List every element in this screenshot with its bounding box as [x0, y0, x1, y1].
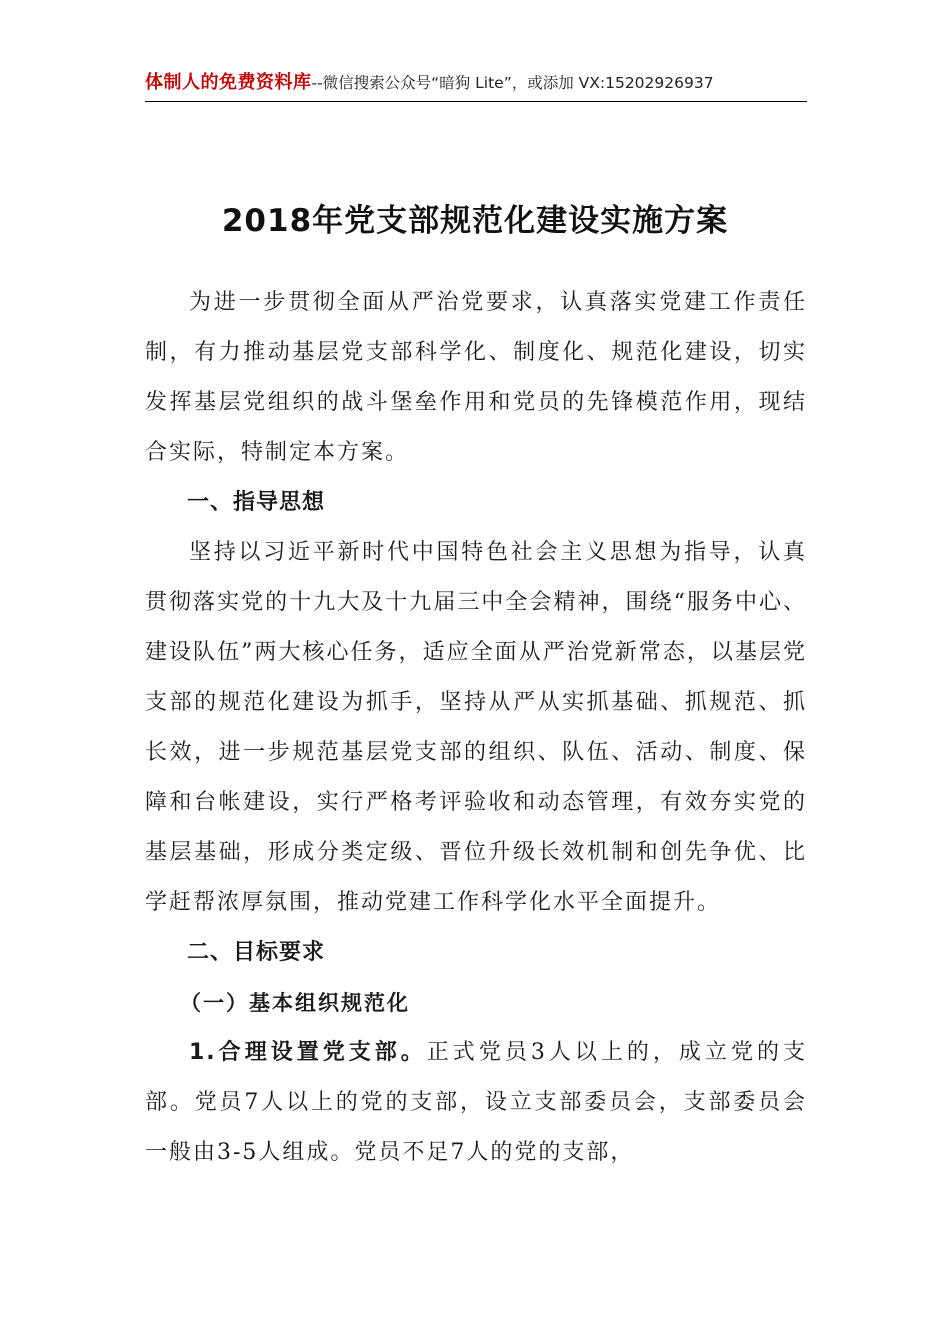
item-body-text: 正式党员3人以上的，成立党的支部。党员7人以上的党的支部，设立支部委员会，支部委员会一般由3-5人组成。党员不足7人的党的支部， [145, 1040, 807, 1165]
section-paragraph-guiding-thought: 坚持以习近平新时代中国特色社会主义思想为指导，认真贯彻落实党的十九大及十九届三中全会精神，围绕“服务中心、建设队伍”两大核心任务，适应全面从严治党新常态，以基层党支部的规范化建设为抓手，坚持从严从实抓基础、抓规范、抓长效，进一步规范基层党支部的组织、队伍、活动、制度、保障和台帐建设，实行严格考评验收和动态管理，有效夯实党的基层基础，形成分类定级、晋位升级长效机制和创先争优、比学赶帮浓厚氛围，推动党建工作科学化水平全面提升。 [145, 540, 807, 915]
section-heading-goals: 二、目标要求 [187, 940, 326, 965]
header-subtitle: --微信搜索公众号“暗狗 Lite”，或添加 VX:15202926937 [311, 74, 714, 92]
item-paragraph-branch-setup [145, 1028, 807, 1178]
header-banner [145, 70, 805, 96]
section-heading-guiding-thought: 一、指导思想 [187, 490, 326, 515]
header-brand: 体制人的免费资料库 [145, 72, 312, 93]
intro-paragraph: 为进一步贯彻全面从严治党要求，认真落实党建工作责任制，有力推动基层党支部科学化、制度化、规范化建设，切实发挥基层党组织的战斗堡垒作用和党员的先锋模范作用，现结合实际，特制定本方案。 [145, 290, 807, 465]
header-divider [145, 101, 807, 102]
document-body [145, 278, 807, 1178]
subsection-heading-organization: （一）基本组织规范化 [180, 991, 410, 1015]
document-title: 2018年党支部规范化建设实施方案 [221, 203, 729, 239]
item-lead-text: 1.合理设置党支部。 [189, 1040, 427, 1065]
